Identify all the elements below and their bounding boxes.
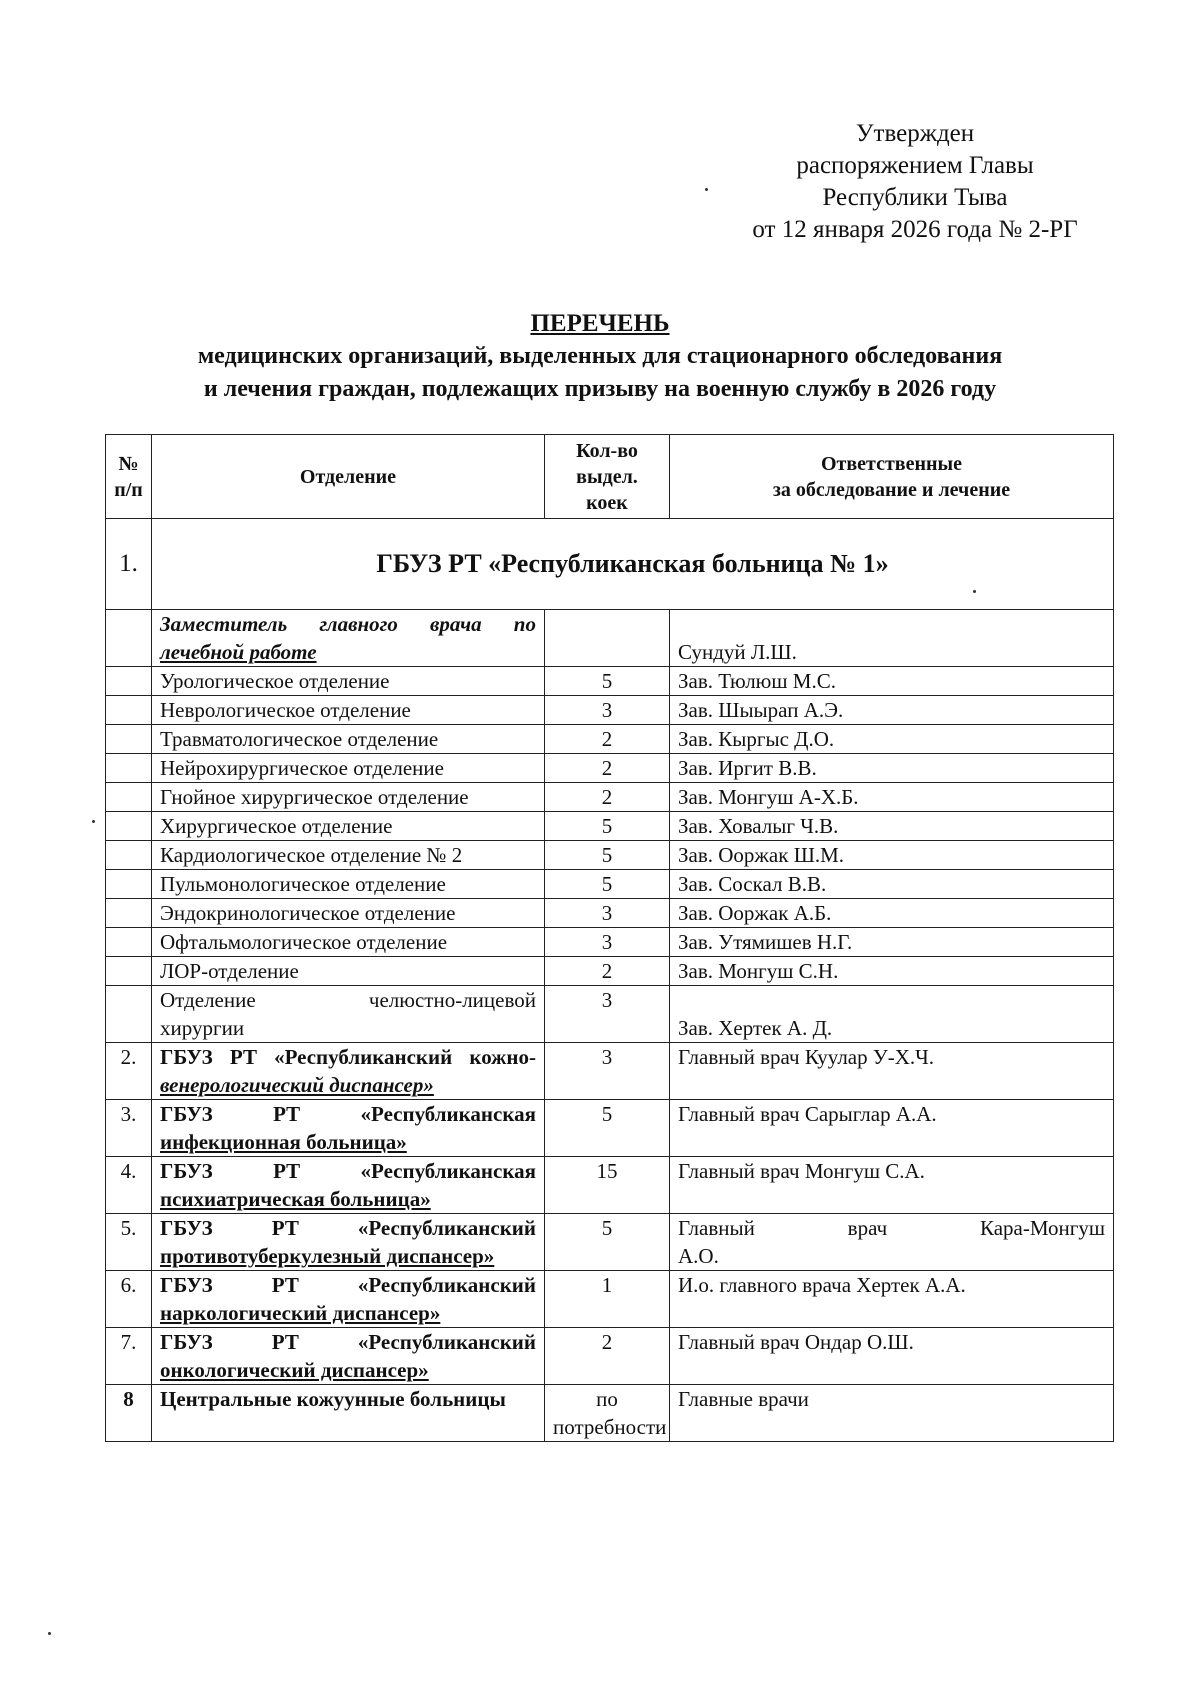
table-row bbox=[106, 841, 1114, 870]
approval-line-4: от 12 января 2026 года № 2-РГ bbox=[752, 216, 1078, 243]
institution-name: ГБУЗ РТ «Республиканская психиатрическая больница» bbox=[152, 1157, 545, 1214]
institution-beds: 15 bbox=[545, 1157, 670, 1214]
scan-speck bbox=[705, 188, 708, 191]
department-name: Травматологическое отделение bbox=[152, 725, 545, 754]
hospital-1-row bbox=[106, 519, 1114, 610]
institution-beds: 1 bbox=[545, 1271, 670, 1328]
approval-block bbox=[680, 118, 1150, 246]
institution-responsible: Главный врач Кара-Монгуш А.О. bbox=[670, 1214, 1114, 1271]
table-row bbox=[106, 1271, 1114, 1328]
department-beds: 3 bbox=[545, 928, 670, 957]
table-row bbox=[106, 1214, 1114, 1271]
approval-line-2: распоряжением Главы bbox=[796, 152, 1034, 179]
hospital-1-num: 1. bbox=[106, 519, 152, 610]
institution-responsible: Главный врач Сарыглар А.А. bbox=[670, 1100, 1114, 1157]
institution-num: 6. bbox=[106, 1271, 152, 1328]
department-name: Эндокринологическое отделение bbox=[152, 899, 545, 928]
table-row bbox=[106, 725, 1114, 754]
institution-num: 5. bbox=[106, 1214, 152, 1271]
scan-speck bbox=[48, 1632, 51, 1635]
department-name: Урологическое отделение bbox=[152, 667, 545, 696]
department-responsible: Зав. Кыргыс Д.О. bbox=[670, 725, 1114, 754]
maxillofacial-responsible: Зав. Хертек А. Д. bbox=[670, 986, 1114, 1043]
department-responsible: Зав. Монгуш А-Х.Б. bbox=[670, 783, 1114, 812]
department-responsible: Зав. Иргит В.В. bbox=[670, 754, 1114, 783]
scan-speck bbox=[973, 590, 976, 593]
table-row bbox=[106, 1157, 1114, 1214]
institution-beds: 5 bbox=[545, 1100, 670, 1157]
document-subtitle-line-1: медицинских организаций, выделенных для стационарного обследования bbox=[197, 343, 1003, 369]
department-responsible: Зав. Тюлюш М.С. bbox=[670, 667, 1114, 696]
institution-name: ГБУЗ РТ «Республиканский наркологический диспансер» bbox=[152, 1271, 545, 1328]
institution-name: ГБУЗ РТ «Республиканский противотуберкулезный диспансер» bbox=[152, 1214, 545, 1271]
table-row bbox=[106, 696, 1114, 725]
institution-num: 7. bbox=[106, 1328, 152, 1385]
department-responsible: Зав. Соскал В.В. bbox=[670, 870, 1114, 899]
department-beds: 2 bbox=[545, 783, 670, 812]
institution-name: ГБУЗ РТ «Республиканский онкологический диспансер» bbox=[152, 1328, 545, 1385]
table-row bbox=[106, 1328, 1114, 1385]
approval-line-3: Республики Тыва bbox=[822, 184, 1008, 211]
department-responsible: Зав. Монгуш С.Н. bbox=[670, 957, 1114, 986]
document-title: ПЕРЕЧЕНЬ bbox=[530, 310, 670, 337]
last-row bbox=[106, 1385, 1114, 1442]
table-row bbox=[106, 783, 1114, 812]
institution-beds: 3 bbox=[545, 1043, 670, 1100]
table-row bbox=[106, 928, 1114, 957]
last-num: 8 bbox=[106, 1385, 152, 1442]
department-beds: 5 bbox=[545, 812, 670, 841]
department-responsible: Зав. Ховалыг Ч.В. bbox=[670, 812, 1114, 841]
institution-num: 3. bbox=[106, 1100, 152, 1157]
department-beds: 2 bbox=[545, 725, 670, 754]
approval-line-1: Утвержден bbox=[855, 120, 975, 147]
institution-num: 4. bbox=[106, 1157, 152, 1214]
institution-rows bbox=[106, 1043, 1114, 1385]
maxillofacial-dept: Отделение челюстно-лицевой хирургии bbox=[152, 986, 545, 1043]
department-name: ЛОР-отделение bbox=[152, 957, 545, 986]
deputy-responsible: Сундуй Л.Ш. bbox=[670, 610, 1114, 667]
department-responsible: Зав. Шыырап А.Э. bbox=[670, 696, 1114, 725]
department-beds: 5 bbox=[545, 667, 670, 696]
deputy-row bbox=[106, 610, 1114, 667]
table-row bbox=[106, 1043, 1114, 1100]
table-row bbox=[106, 667, 1114, 696]
header-num: № п/п bbox=[106, 435, 152, 519]
institution-name: ГБУЗ РТ «Республиканская инфекционная больница» bbox=[152, 1100, 545, 1157]
department-responsible: Зав. Ооржак А.Б. bbox=[670, 899, 1114, 928]
institution-responsible: Главный врач Монгуш С.А. bbox=[670, 1157, 1114, 1214]
scan-speck bbox=[92, 820, 95, 823]
institution-num: 2. bbox=[106, 1043, 152, 1100]
last-beds: по потребности bbox=[545, 1385, 670, 1442]
hospital-1-name: ГБУЗ РТ «Республиканская больница № 1» bbox=[152, 519, 1114, 610]
last-dept: Центральные кожуунные больницы bbox=[152, 1385, 545, 1442]
department-name: Офтальмологическое отделение bbox=[152, 928, 545, 957]
department-name: Неврологическое отделение bbox=[152, 696, 545, 725]
department-beds: 5 bbox=[545, 870, 670, 899]
department-name: Кардиологическое отделение № 2 bbox=[152, 841, 545, 870]
medical-organizations-table bbox=[105, 434, 1114, 1442]
institution-beds: 5 bbox=[545, 1214, 670, 1271]
department-beds: 3 bbox=[545, 696, 670, 725]
institution-responsible: И.о. главного врача Хертек А.А. bbox=[670, 1271, 1114, 1328]
deputy-label: Заместитель главного врача по лечебной работе bbox=[152, 610, 545, 667]
header-department: Отделение bbox=[152, 435, 545, 519]
last-responsible: Главные врачи bbox=[670, 1385, 1114, 1442]
header-beds: Кол-во выдел. коек bbox=[545, 435, 670, 519]
department-name: Пульмонологическое отделение bbox=[152, 870, 545, 899]
table-row bbox=[106, 957, 1114, 986]
document-subtitle-line-2: и лечения граждан, подлежащих призыву на военную службу в 2026 году bbox=[203, 376, 997, 402]
department-beds: 2 bbox=[545, 754, 670, 783]
maxillofacial-beds: 3 bbox=[545, 986, 670, 1043]
table-header-row bbox=[106, 435, 1114, 519]
maxillofacial-row bbox=[106, 986, 1114, 1043]
institution-responsible: Главный врач Куулар У-Х.Ч. bbox=[670, 1043, 1114, 1100]
institution-responsible: Главный врач Ондар О.Ш. bbox=[670, 1328, 1114, 1385]
document-title-block bbox=[90, 308, 1110, 406]
department-beds: 3 bbox=[545, 899, 670, 928]
institution-beds: 2 bbox=[545, 1328, 670, 1385]
department-name: Нейрохирургическое отделение bbox=[152, 754, 545, 783]
department-beds: 2 bbox=[545, 957, 670, 986]
table-row bbox=[106, 870, 1114, 899]
department-rows bbox=[106, 667, 1114, 986]
department-responsible: Зав. Утямишев Н.Г. bbox=[670, 928, 1114, 957]
table-row bbox=[106, 812, 1114, 841]
header-responsible: Ответственные за обследование и лечение bbox=[670, 435, 1114, 519]
table-row bbox=[106, 1100, 1114, 1157]
department-responsible: Зав. Ооржак Ш.М. bbox=[670, 841, 1114, 870]
department-name: Гнойное хирургическое отделение bbox=[152, 783, 545, 812]
department-name: Хирургическое отделение bbox=[152, 812, 545, 841]
department-beds: 5 bbox=[545, 841, 670, 870]
table-row bbox=[106, 899, 1114, 928]
institution-name: ГБУЗ РТ «Республиканский кожно- венерологический диспансер» bbox=[152, 1043, 545, 1100]
table-row bbox=[106, 754, 1114, 783]
